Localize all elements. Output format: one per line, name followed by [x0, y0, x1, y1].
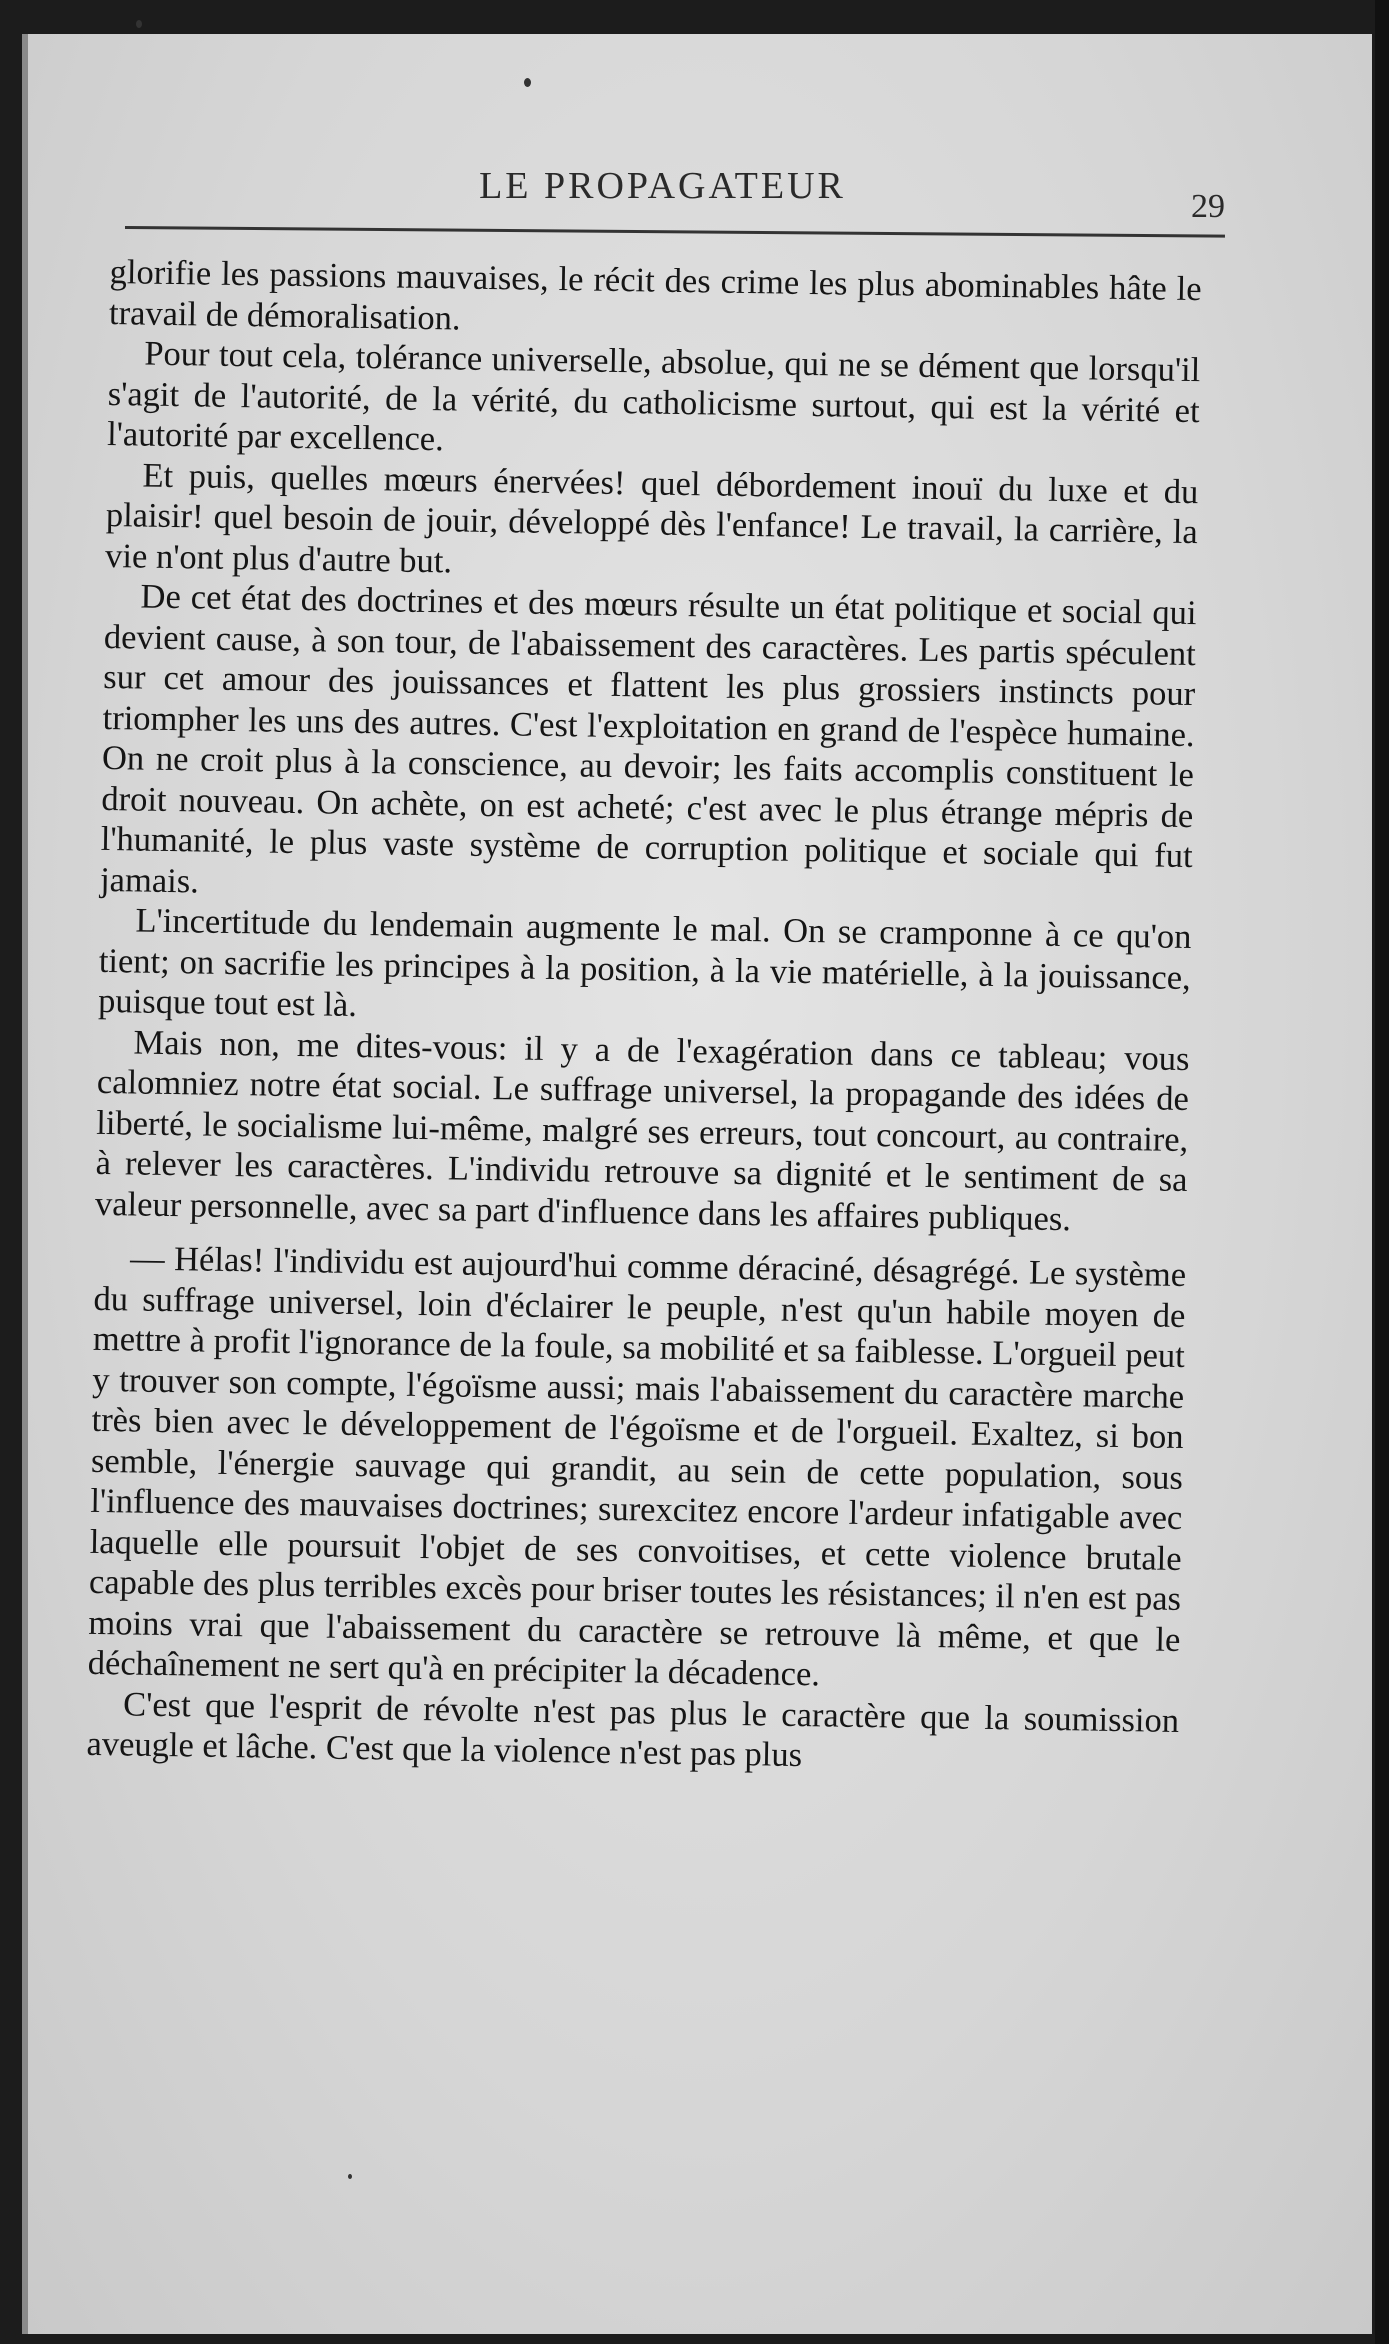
page-number: 29: [1191, 188, 1225, 225]
paragraph: — Hélas! l'individu est aujourd'hui comme déraciné, désagrégé. Le système du suffrage universel, loin d'éclairer le peuple, n'est qu'un habile moyen de mettre à profit l'ignorance de la foule, sa mobilité et sa faiblesse. L'orgueil peut y trouver son compte, l'égoïsme aussi; mais l'abaissement du caractère marche très bien avec le développement de l'égoïsme et de l'orgueil. Exaltez, si bon semble, l'énergie sauvage qui grandit, au sein de cette population, sous l'influence des mauvaises doctrines; surexcitez encore l'ardeur infatigable avec laquelle elle poursuit l'objet de ses convoitises, et cette violence brutale capable des plus terribles excès pour briser toutes les résistances; il n'en est pas moins vrai que l'abaissement du caractère se retrouve là même, et que le déchaînement ne sert qu'à en précipiter la décadence.: [87, 1239, 1187, 1694]
page-header: [100, 140, 1225, 225]
paragraph: C'est que l'esprit de révolte n'est pas plus le caractère que la soumission aveugle et lâche. C'est que la violence n'est pas plus: [86, 1684, 1180, 1775]
paragraph: Pour tout cela, tolérance universelle, absolue, qui ne se dément que lorsqu'il s'agit de l'autorité, de la vérité, du catholicisme surtout, qui est la vérité et l'autorité par excellence.: [106, 334, 1201, 459]
paragraph: Et puis, quelles mœurs énervées! quel débordement inouï du luxe et du plaisir! quel besoin de jouir, développé dès l'enfance! Le travail, la carrière, la vie n'ont plus d'autre but.: [104, 456, 1199, 580]
ink-speck: [136, 20, 142, 28]
paragraph: Mais non, me dites-vous: il y a de l'exagération dans ce tableau; vous calomniez notre état social. Le suffrage universel, la propagande des idées de liberté, le socialisme lui-même, malgré ses erreurs, tout concourt, au contraire, à relever les caractères. L'individu retrouve sa dignité et le sentiment de sa valeur personnelle, avec sa part d'influence dans les affaires publiques.: [94, 1022, 1190, 1238]
ink-speck: [524, 78, 531, 87]
ink-speck: [348, 2174, 352, 2179]
running-title: LE PROPAGATEUR: [479, 165, 846, 207]
paragraph: glorifie les passions mauvaises, le récit des crime les plus abominables hâte le travail de démoralisation.: [108, 252, 1202, 338]
paragraph: L'incertitude du lendemain augmente le mal. On se cramponne à ce qu'on tient; on sacrifie les principes à la position, à la vie matérielle, à la jouissance, puisque tout est là.: [97, 901, 1192, 1024]
paragraph: De cet état des doctrines et des mœurs résulte un état politique et social qui devient cause, à son tour, de l'abaissement des caractères. Les partis spéculent sur cet amour des jouissances et flattent les plus grossiers instincts pour triompher les uns des autres. C'est l'exploitation en grand de l'espèce humaine. On ne croit plus à la conscience, au devoir; les faits accomplis constituent le droit nouveau. On achète, on est acheté; c'est avec le plus étrange mépris de l'humanité, le plus vaste système de corruption politique et sociale qui fut jamais.: [99, 577, 1197, 900]
body-text: [86, 252, 1202, 1781]
scan-edge: [1375, 0, 1389, 2344]
